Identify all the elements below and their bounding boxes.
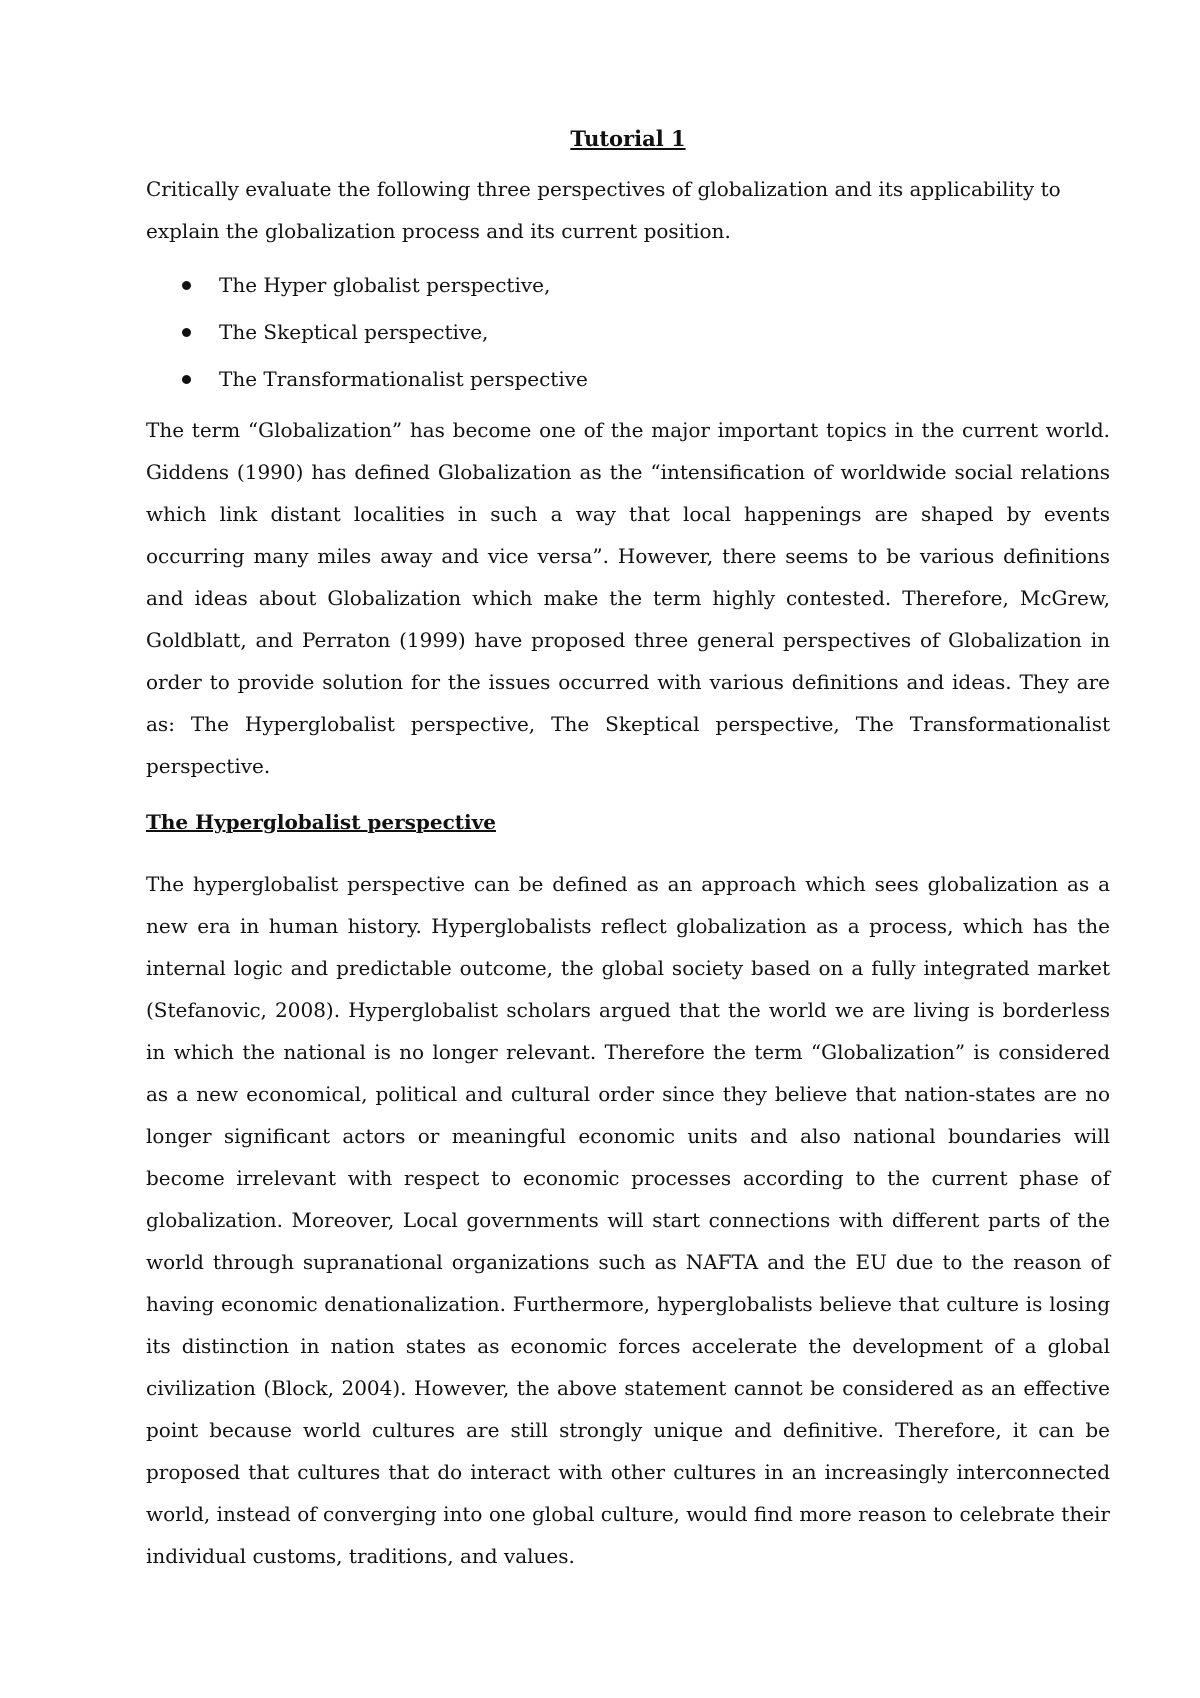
document-title: Tutorial 1 — [570, 126, 686, 151]
section-heading: The Hyperglobalist perspective — [146, 810, 496, 834]
list-item — [146, 356, 1110, 403]
bullet-icon — [182, 375, 191, 384]
list-item-text: The Transformationalist perspective — [219, 367, 588, 391]
question-paragraph: Critically evaluate the following three perspectives of globalization and its applicability to explain the globalization process and its current position. — [146, 177, 1061, 243]
list-item — [146, 262, 1110, 309]
list-item-text: The Skeptical perspective, — [219, 320, 489, 344]
bullet-icon — [182, 281, 191, 290]
document-body — [146, 118, 1110, 1577]
intro-paragraph: The term “Globalization” has become one of the major important topics in the current world. Giddens (1990) has defined Globalization as the “intensification of worldwide social relations which link distant localities in such a way that local happenings are shaped by events occurring many miles away and vice versa”. However, there seems to be various definitions and ideas about Globalization which make the term highly contested. Therefore, McGrew, Goldblatt, and Perraton (1999) have proposed three general perspectives of Globalization in order to provide solution for the issues occurred with various definitions and ideas. They are as: The Hyperglobalist perspective, The Skeptical perspective, The Transformationalist perspective. — [146, 418, 1110, 778]
bullet-icon — [182, 328, 191, 337]
list-item-text: The Hyper globalist perspective, — [219, 273, 551, 297]
list-item — [146, 309, 1110, 356]
section-paragraph: The hyperglobalist perspective can be defined as an approach which sees globalization as a new era in human history. Hyperglobalists reflect globalization as a process, which has the internal logic and predictable outcome, the global society based on a fully integrated market (Stefanovic, 2008). Hyperglobalist scholars argued that the world we are living is borderless in which the national is no longer relevant. Therefore the term “Globalization” is considered as a new economical, political and cultural order since they believe that nation-states are no longer significant actors or meaningful economic units and also national boundaries will become irrelevant with respect to economic processes according to the current phase of globalization. Moreover, Local governments will start connections with different parts of the world through supranational organizations such as NAFTA and the EU due to the reason of having economic denationalization. Furthermore, hyperglobalists believe that culture is losing its distinction in nation states as economic forces accelerate the development of a global civilization (Block, 2004). However, the above statement cannot be considered as an effective point because world cultures are still strongly unique and definitive. Therefore, it can be proposed that cultures that do interact with other cultures in an increasingly interconnected world, instead of converging into one global culture, would find more reason to celebrate their individual customs, traditions, and values. — [146, 872, 1110, 1568]
perspectives-list — [146, 262, 1110, 403]
